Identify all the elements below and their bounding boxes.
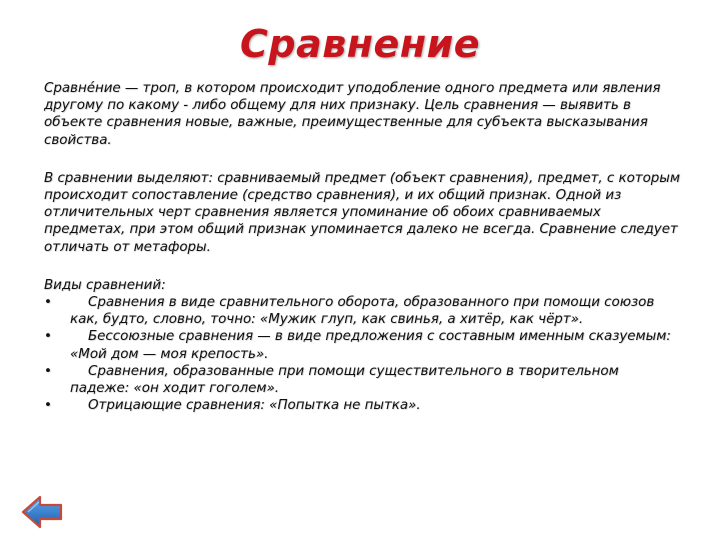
list-item-text: Бессоюзные сравнения — в виде предложения с составным именным сказуемым: «Мой дом — моя крепость». [70,329,671,362]
definition-paragraph: Сравне́ние — троп, в котором происходит уподобление одного предмета или явления другому по какому - либо общему для них признаку. Цель сравнения — выявить в объекте сравнения новые, важные, преимущественные для субъекта высказывания свойства. [44,81,661,148]
bullet-icon: • [44,398,52,414]
bullet-icon: • [44,329,52,345]
bullet-icon: • [44,295,52,311]
list-item [44,328,680,362]
list-item-text: Отрицающие сравнения: «Попытка не пытка». [88,398,421,414]
list-item-text: Сравнения, образованные при помощи существительного в творительном падеже: «он ходит гоголем». [70,363,619,397]
list-item [44,294,680,328]
types-list [44,294,680,414]
back-button[interactable] [20,494,64,530]
bullet-icon: • [44,363,52,379]
structure-paragraph: В сравнении выделяют: сравниваемый предмет (объект сравнения), предмет, с которым происходит сопоставление (средство сравнения), и их общий признак. Одной из отличительных черт сравнения является упоминание об обоих сравниваемых предметах, при этом общий признак упоминается далеко не всегда. Сравнение следует отличать от метафоры. [44,170,680,255]
list-item-text: Сравнения в виде сравнительного оборота, образованного при помощи союзов как, будто, словно, точно: «Мужик глуп, как свинья, а хитёр, как чёрт». [70,295,655,328]
slide-content [44,80,680,414]
slide-title: Сравнение [240,22,480,66]
arrow-left-icon [20,494,64,530]
types-heading: Виды сравнений: [44,277,166,293]
list-item [44,397,680,414]
list-item [44,363,680,397]
